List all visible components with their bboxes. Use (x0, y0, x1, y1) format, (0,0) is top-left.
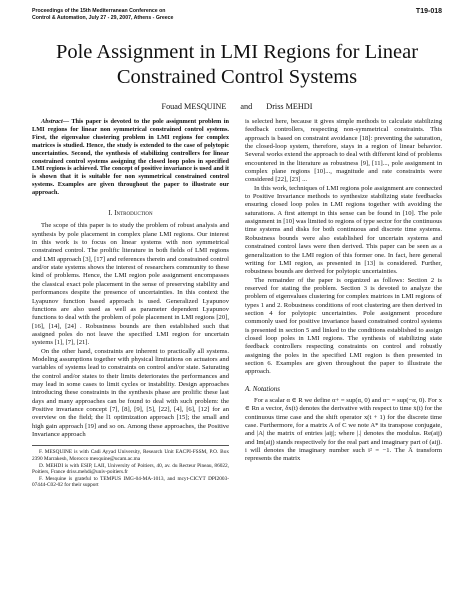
author-2: Driss MEHDI (266, 102, 313, 111)
footnote-2: D. MEHDI is with ESIP, LAII, University of Poitiers, 40, av. du Recteur Pineau, 86022, Poitiers, France driss.mehdi@univ-poitiers.fr (32, 462, 229, 476)
footnote-1: F. MESQUINE is with Cadi Ayyad University, Research Unit EACPI-FSSM, P.O. Box 2390 Marrakesh, Morocco mesquine@ucam.ac.ma (32, 449, 229, 462)
abstract-lead: Abstract (41, 118, 63, 125)
abstract (32, 118, 229, 197)
author-line (0, 102, 474, 111)
notations-paragraph: For a scalar α ∈ R we define α+ = sup(α, 0) and α− = sup(−α, 0). For x ∈ Rn a vector, δx(t) denotes the derivative with respect to time ẋ(t) for the continuous time case and the shift operator x(t + 1) for the discrete time case. Furthermore, for a matrix A of C we note A* its transpose conjugate, and |A| the matrix of entries |aij|; where |.| denotes the modulus. Re(aij) and Im(aij) stands respectively for the real part and imaginary part of (aij). i will denotes the imaginary number such i² = −1. The Ā transform represents the matrix (245, 397, 442, 463)
left-column (32, 118, 229, 489)
body-paragraph-3: The remainder of the paper is organized as follows: Section 2 is reserved for stating the problem. Section 3 is devoted to analyze the problem of eigenvalues clustering for complex matrices in LMI regions of types 1 and 2. Robustness conditions of root clustering are then derived in section 4 for polytopic uncertainties. Pole assignment procedure commonly used for positive invariance based constrained control systems is presented in section 5 and linked to the conditions established to assign closed loop poles in LMI regions. The synthesis of stabilizing state feedback controllers respecting constraints on control and robustly assigning the poles in the specified LMI region is then presented in section 6. Examples are given throughout the paper to illustrate the approach. (245, 276, 442, 376)
paper-title: Pole Assignment in LMI Regions for Linear Constrained Control Systems (55, 41, 419, 88)
author-1: Fouad MESQUINE (161, 102, 227, 111)
section-heading-introduction: I. Introduction (108, 209, 153, 218)
intro-paragraph-1: The scope of this paper is to study the problem of robust analysis and synthesis by pole placement in complex plane LMI regions. Our interest in this work is to focus on linear systems with non symmetrical constrained control. The prolific literature in both fields of LMI regions and LMI approach [3], [17] and references therein and constrained control and/or state systems shows the interest of researchers community to these kind of problems. Hence, the LMI region pole assignment encompasses the classical exact pole placement in the sense of preserving stability and performances despite the presence of uncertainties. In this context the Lyapunov function based approach is used. Generalized Lyapunov functions are also used as well as parameter dependent Lyapunov functions to deal with the problem of pole placement in LMI regions [20], [16], [14], [24] . Robustness bounds are then established such that assigned poles do not leave the specified LMI region for uncertain systems [1], [7], [21]. (32, 222, 229, 347)
footnote-3: F. Mesquine is grateful to TEMPUS IMG-04-MA-1013, and mcyt-CICYT DPI2003-07444-C02-02 for their support (32, 475, 229, 489)
conference-line-1: Proceedings of the 15th Mediterranean Conference on (32, 8, 166, 14)
intro-paragraph-2: On the other hand, constraints are inherent to practically all systems. Modeling assumptions together with physical limitations on actuators and variables of systems lead to constraints on control and/or state. Saturating the control and/or states to their limits deteriorates the performances and may lead in some cases to limit cycles or instability. Design approaches introducing these constraints in the synthesis phase are prolific these last days and many approaches can be found to deal with such problem: the Positive invariance concept [7], [8], [9], [5], [22], [4], [6], [12] for an overview on the field; the l1 optimization approach [15]; the small and high gain approach [19] and so on. Among these approaches, the Positive Invariance approach (32, 347, 229, 438)
body-paragraph-2: In this work, techniques of LMI regions pole assignment are connected to Positive Invariance methods to synthesize stabilizing state feedbacks ensuring closed loop poles in LMI regions together with avoiding the saturations. A first attempt in this sense can be found in [10]. The pole assignment in [10] was limited to regions of type sector for the continuous time systems and disks for both continuous and discrete time systems. Robustness bounds were also established for uncertain systems and constrained control laws were then derived. This paper can be seen as a generalization to the LMI region of this former one. In fact, here general writing for LMI region, as presented in [13] is considered. Further, robustness bounds are derived for polytopic uncertainties. (245, 184, 442, 276)
footnotes (32, 445, 229, 489)
author-separator: and (240, 102, 253, 111)
abstract-text: — This paper is devoted to the pole assignment problem in LMI regions for linear non symmetrical constrained control systems. First, the eigenvalue clustering problem in LMI regions for complex matrices is studied. Hence, the study is extended to the case of polytopic uncertainties. Second, the synthesis of stabilizing controllers for linear constrained control systems assigning the closed loop poles in specified LMI regions is achieved. The concept of positive invariance is used and it is shown that it is suitable for non symmetrical constrained control systems. Examples are given throughout the paper to illustrate our approach. (32, 118, 229, 197)
right-column (245, 118, 442, 464)
subsection-heading-notations: A. Notations (245, 384, 281, 393)
page-header (32, 8, 442, 22)
body-paragraph-1: is selected here, because it gives simple methods to calculate stabilizing feedback controllers, respecting non-symmetrical constraints. This approach is based on constraint avoidance [18]: preventing the saturation, the closed-loop system, therefore, stays in a region of linear behavior. Several works extend the approach to deal with different kind of problems encountered in the literature as robustness [9], [11]..., pole assignment in complex plane regions [10]..., magnitude and rate constraints were considered [22], [23] ... (245, 118, 442, 184)
conference-line-2: Control & Automation, July 27 - 29, 2007, Athens - Greece (32, 15, 174, 21)
paper-code: T19-018 (415, 8, 442, 15)
